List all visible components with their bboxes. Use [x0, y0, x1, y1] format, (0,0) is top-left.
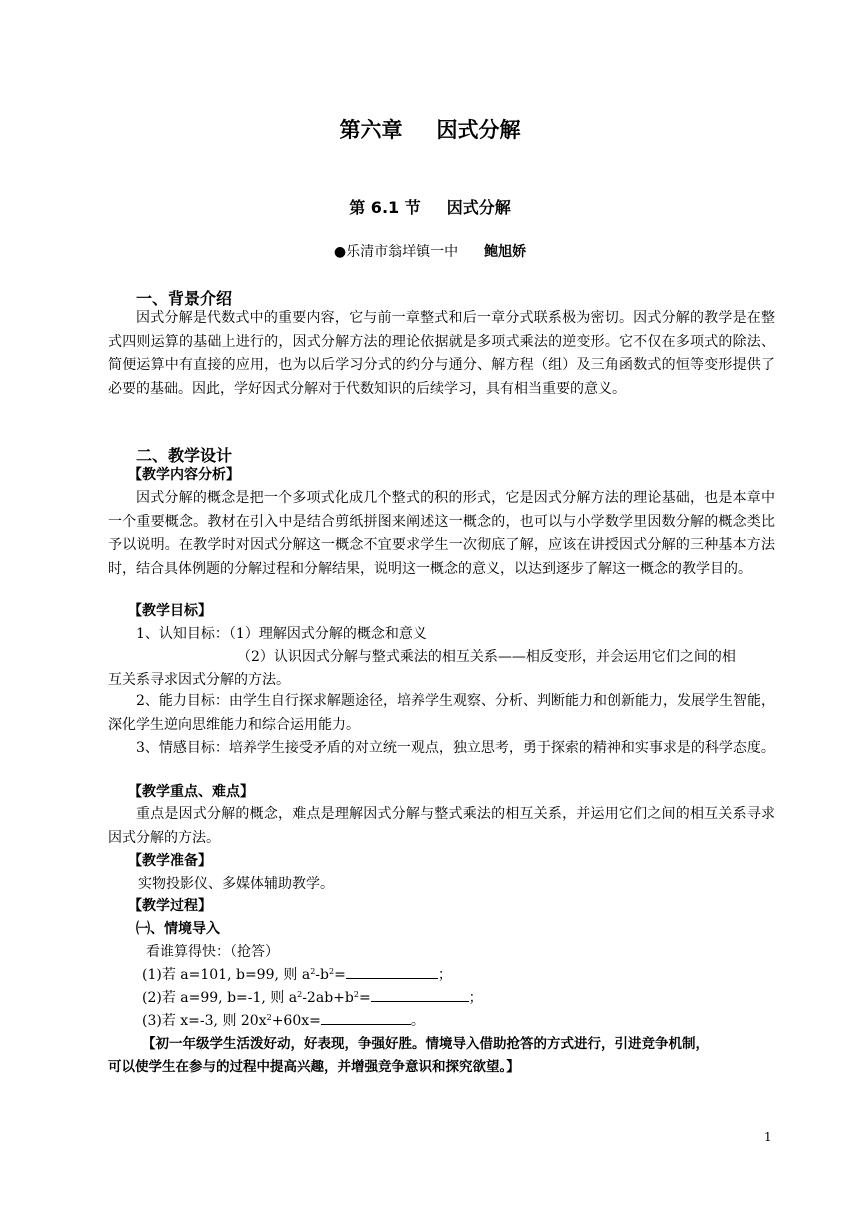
section-title [0, 195, 860, 218]
note-line-1: 【初一年级学生活泼好动，好表现，争强好胜。情境导入借助抢答的方式进行，引进竞争机制， [142, 1036, 709, 1052]
author-name: 鲍旭娇 [484, 244, 527, 260]
goal-emotion: 3、情感目标：培养学生接受矛盾的对立统一观点，独立思考，勇于探索的精神和实事求是的科学态度。 [136, 740, 775, 756]
answer-blank-1 [346, 964, 438, 979]
section-label: 第 6.1 节 [349, 198, 421, 217]
preparation-heading: 【教学准备】 [128, 853, 212, 869]
key-points-paragraph: 重点是因式分解的概念，难点是理解因式分解与整式乘法的相互关系，并运用它们之间的相互关系寻求因式分解的方法。 [108, 806, 775, 846]
question-2: (2)若 a=99, b=-1, 则 $a^2-2ab+b^2=$ ； [142, 987, 483, 1010]
answer-blank-3 [321, 1010, 411, 1025]
section-name: 因式分解 [446, 198, 511, 217]
chapter-name: 因式分解 [436, 118, 521, 142]
step1-heading: ㈠、情境导入 [136, 921, 220, 937]
page-number: 1 [764, 1130, 772, 1144]
author-school: ●乐清市翁垟镇一中 [333, 244, 459, 260]
goal-cognitive-2-cont: 互关系寻求因式分解的方法。 [108, 672, 290, 688]
goals-heading: 【教学目标】 [128, 603, 212, 619]
design-heading: 二、教学设计 [136, 446, 233, 465]
content-analysis-heading: 【教学内容分析】 [128, 467, 240, 483]
key-points-heading: 【教学重点、难点】 [128, 784, 254, 800]
content-analysis-paragraph: 因式分解的概念是把一个多项式化成几个整式的积的形式，它是因式分解方法的理论基础，也是本章中一个重要概念。教材在引入中是结合剪纸拼图来阐述这一概念的，也可以与小学数学里因数分解的概念类比予以说明。在教学时对因式分解这一概念不宜要求学生一次彻底了解，应该在讲授因式分解的三种基本方法时，结合具体例题的分解过程和分解结果，说明这一概念的意义，以达到逐步了解这一概念的教学目的。 [108, 490, 775, 577]
question-3: (3)若 x=-3, 则 $20x^2+60x=$ 。 [142, 1010, 425, 1033]
note-line-2: 可以使学生在参与的过程中提高兴趣，并增强竞争意识和探究欲望。】 [108, 1059, 520, 1075]
background-paragraph: 因式分解是代数式中的重要内容，它与前一章整式和后一章分式联系极为密切。因式分解的教学是在整式四则运算的基础上进行的，因式分解方法的理论依据就是多项式乘法的逆变形。它不仅在多项式的除法、简便运算中有直接的应用，也为以后学习分式的约分与通分、解方程（组）及三角函数式的恒等变形提供了必要的基础。因此，学好因式分解对于代数知识的后续学习，具有相当重要的意义。 [108, 310, 775, 397]
background-heading: 一、背景介绍 [136, 289, 233, 308]
process-heading: 【教学过程】 [128, 898, 212, 914]
intro-text: 看谁算得快：（抢答） [146, 944, 279, 960]
answer-blank-2 [371, 987, 469, 1002]
preparation-text: 实物投影仪、多媒体辅助教学。 [138, 876, 334, 892]
author-line [0, 241, 860, 261]
goal-cognitive-1: 1、认知目标：（1）理解因式分解的概念和意义 [136, 626, 427, 642]
goal-ability: 2、能力目标：由学生自行探求解题途径，培养学生观察、分析、判断能力和创新能力，发展学生智能，深化学生逆向思维能力和综合运用能力。 [108, 693, 775, 733]
chapter-title [0, 114, 860, 144]
question-1: (1)若 a=101, b=99, 则 $a^2-b^2=$ ； [142, 964, 452, 987]
chapter-label: 第六章 [339, 118, 403, 142]
goal-cognitive-2: （2）认识因式分解与整式乘法的相互关系——相反变形，并会运用它们之间的相 [237, 649, 736, 665]
